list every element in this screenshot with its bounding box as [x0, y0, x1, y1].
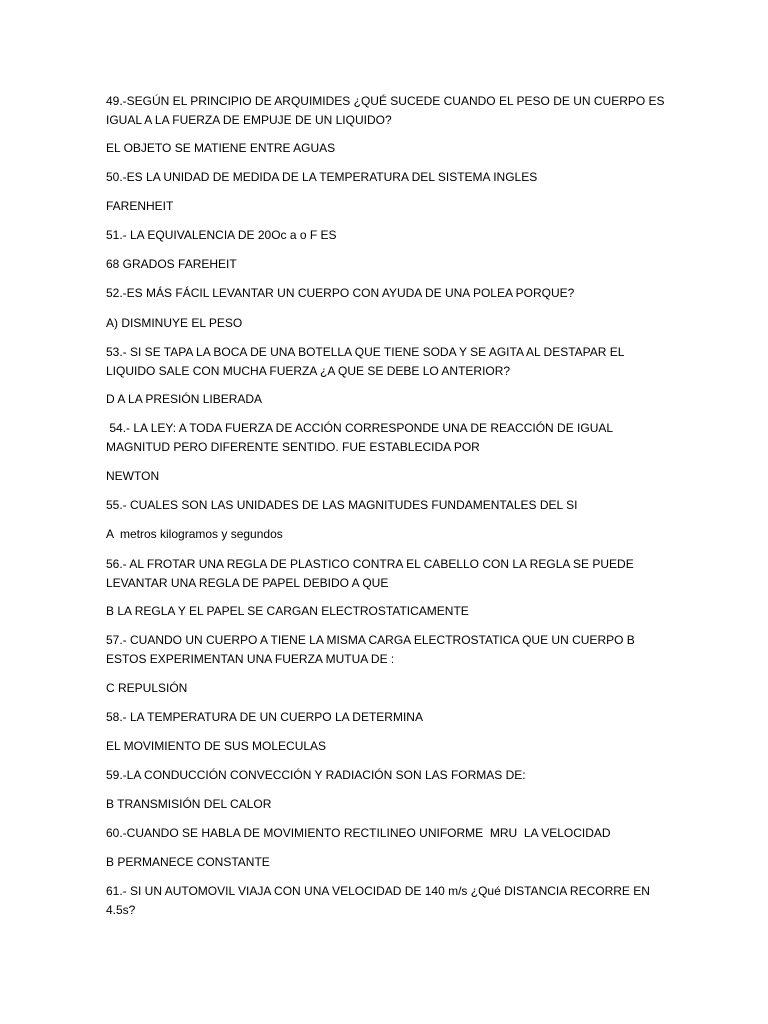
question-55: 55.- CUALES SON LAS UNIDADES DE LAS MAGNITUDES FUNDAMENTALES DEL SI — [106, 498, 578, 512]
answer-51: 68 GRADOS FAREHEIT — [106, 257, 237, 271]
question-53: 53.- SI SE TAPA LA BOCA DE UNA BOTELLA QUE TIENE SODA Y SE AGITA AL DESTAPAR EL LIQUIDO SALE CON MUCHA FUERZA ¿A QUE SE DEBE LO ANTERIOR? — [106, 345, 628, 378]
answer-55: A metros kilogramos y segundos — [106, 527, 283, 541]
answer-59: B TRANSMISIÓN DEL CALOR — [106, 797, 272, 811]
question-51: 51.- LA EQUIVALENCIA DE 20Oc a o F ES — [106, 228, 337, 242]
question-57: 57.- CUANDO UN CUERPO A TIENE LA MISMA CARGA ELECTROSTATICA QUE UN CUERPO B ESTOS EXPERIMENTAN UNA FUERZA MUTUA DE : — [106, 633, 639, 666]
answer-57: C REPULSIÓN — [106, 681, 188, 695]
question-54: 54.- LA LEY: A TODA FUERZA DE ACCIÓN CORRESPONDE UNA DE REACCIÓN DE IGUAL MAGNITUD PERO DIFERENTE SENTIDO. FUE ESTABLECIDA POR — [106, 421, 616, 454]
answer-56: B LA REGLA Y EL PAPEL SE CARGAN ELECTROSTATICAMENTE — [106, 604, 469, 618]
answer-52: A) DISMINUYE EL PESO — [106, 316, 243, 330]
answer-49: EL OBJETO SE MATIENE ENTRE AGUAS — [106, 141, 336, 155]
question-56: 56.- AL FROTAR UNA REGLA DE PLASTICO CONTRA EL CABELLO CON LA REGLA SE PUEDE LEVANTAR UNA REGLA DE PAPEL DEBIDO A QUE — [106, 557, 638, 590]
answer-50: FARENHEIT — [106, 199, 174, 213]
answer-54: NEWTON — [106, 469, 160, 483]
question-50: 50.-ES LA UNIDAD DE MEDIDA DE LA TEMPERATURA DEL SISTEMA INGLES — [106, 170, 538, 184]
answer-53: D A LA PRESIÓN LIBERADA — [106, 392, 263, 406]
question-58: 58.- LA TEMPERATURA DE UN CUERPO LA DETERMINA — [106, 710, 423, 724]
question-49: 49.-SEGÚN EL PRINCIPIO DE ARQUIMIDES ¿QUÉ SUCEDE CUANDO EL PESO DE UN CUERPO ES IGUAL A LA FUERZA DE EMPUJE DE UN LIQUIDO? — [106, 94, 668, 127]
answer-58: EL MOVIMIENTO DE SUS MOLECULAS — [106, 739, 327, 753]
question-60: 60.-CUANDO SE HABLA DE MOVIMIENTO RECTILINEO UNIFORME MRU LA VELOCIDAD — [106, 826, 611, 840]
question-61: 61.- SI UN AUTOMOVIL VIAJA CON UNA VELOCIDAD DE 140 m/s ¿Qué DISTANCIA RECORRE EN 4.5s? — [106, 884, 654, 917]
question-52: 52.-ES MÁS FÁCIL LEVANTAR UN CUERPO CON AYUDA DE UNA POLEA PORQUE? — [106, 286, 575, 300]
question-59: 59.-LA CONDUCCIÓN CONVECCIÓN Y RADIACIÓN SON LAS FORMAS DE: — [106, 768, 526, 782]
answer-60: B PERMANECE CONSTANTE — [106, 855, 270, 869]
